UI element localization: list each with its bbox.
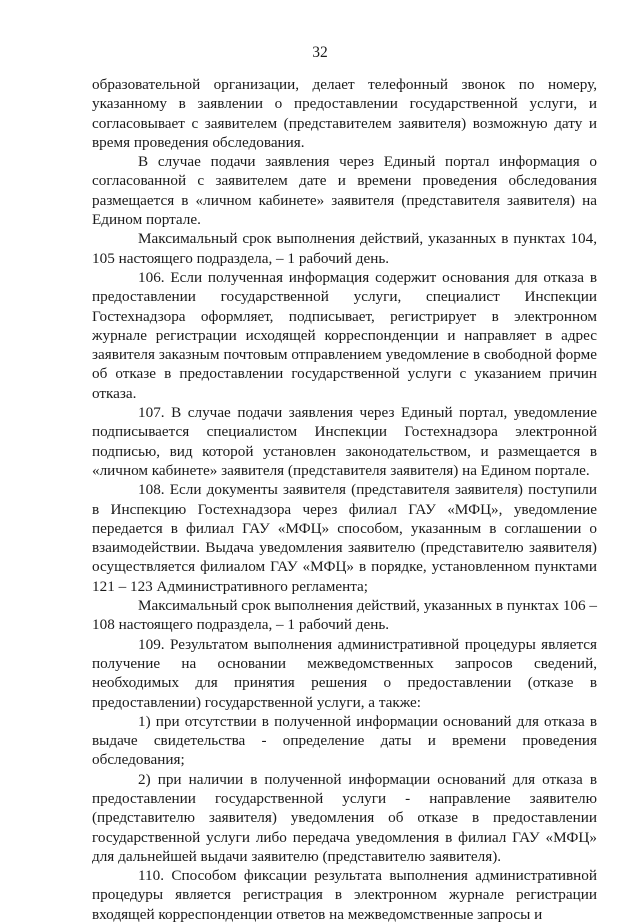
- paragraph-portal-info: В случае подачи заявления через Единый портал информация о согласованной с заявителем дате и времени проведения обследования размещается в «личном кабинете» заявителя (представителя заявителя) на Едином портале.: [92, 153, 597, 229]
- paragraph-109: 109. Результатом выполнения административной процедуры является получение на основании межведомственных запросов сведений, необходимых для принятия решения о предоставлении (отказе в предоставлении) государственной услуги, а также:: [92, 635, 597, 711]
- page-number: 32: [312, 44, 328, 61]
- paragraph-110: 110. Способом фиксации результата выполнения административной процедуры является регистрация в электронном журнале регистрации входящей корреспонденции ответов на межведомственные запросы и: [92, 867, 597, 923]
- paragraph-106: 106. Если полученная информация содержит основания для отказа в предоставлении государственной услуги, специалист Инспекции Гостехнадзора оформляет, подписывает, регистрирует в электронном журнале регистрации исходящей корреспонденции и направляет в адрес заявителя заказным почтовым отправлением уведомление в свободной форме об отказе в предоставлении государственной услуги с указанием причин отказа.: [92, 268, 597, 402]
- paragraph-107: 107. В случае подачи заявления через Единый портал, уведомление подписывается специалистом Инспекции Гостехнадзора электронной подписью, вид которой установлен законодательством, и размещается в «личном кабинете» заявителя (представителя заявителя) на Едином портале.: [92, 404, 597, 479]
- paragraph-109-item-2: 2) при наличии в полученной информации оснований для отказа в предоставлении государственной услуги - направление заявителю (представителю заявителя) уведомления об отказе в предоставлении государственной услуги либо передача уведомления в филиал ГАУ «МФЦ» для дальнейшей выдачи заявителю (представителю заявителя).: [92, 770, 597, 865]
- paragraph-continuation: образовательной организации, делает телефонный звонок по номеру, указанному в заявлении о предоставлении государственной услуги, и согласовывает с заявителем (представителем заявителя) возможную дату и время проведения обследования.: [92, 76, 597, 151]
- paragraph-deadline-106-108: Максимальный срок выполнения действий, указанных в пунктах 106 – 108 настоящего подраздела, – 1 рабочий день.: [92, 597, 597, 634]
- paragraph-108: 108. Если документы заявителя (представителя заявителя) поступили в Инспекцию Гостехнадзора через филиал ГАУ «МФЦ», уведомление передается в филиал ГАУ «МФЦ» способом, указанным в соглашении о взаимодействии. Выдача уведомления заявителю (представителю заявителя) осуществляется филиалом ГАУ «МФЦ» в порядке, установленном пунктами 121 – 123 Административного регламента;: [92, 481, 597, 595]
- paragraph-109-item-1: 1) при отсутствии в полученной информации оснований для отказа в выдаче свидетельства - определение даты и времени проведения обследования;: [92, 712, 597, 769]
- paragraph-deadline-104-105: Максимальный срок выполнения действий, указанных в пунктах 104, 105 настоящего подраздела, – 1 рабочий день.: [92, 230, 597, 267]
- document-body: [92, 75, 597, 924]
